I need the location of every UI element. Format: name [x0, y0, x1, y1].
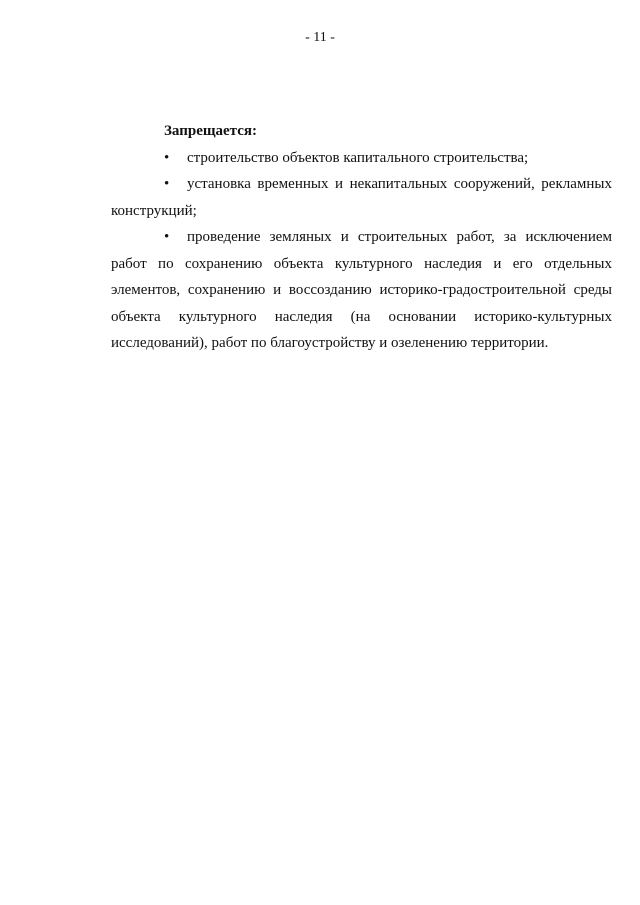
item-text: строительство объектов капитального строительства;	[187, 149, 529, 166]
bullet-icon: •	[164, 229, 170, 245]
item-text: установка временных и некапитальных сооружений, рекламных конструкций;	[111, 176, 612, 219]
bullet-icon: •	[164, 176, 170, 192]
prohibition-item-1	[111, 145, 612, 172]
bullet-icon: •	[164, 149, 170, 166]
section-heading: Запрещается:	[164, 123, 258, 139]
prohibition-item-3	[111, 224, 612, 357]
page-number: - 11 -	[305, 30, 335, 45]
prohibition-item-2	[111, 171, 612, 224]
document-body	[111, 118, 612, 357]
item-text: проведение земляных и строительных работ, за исключением работ по сохранению объекта культурного наследия и его отдельных элементов, сохранению и воссозданию историко-градостроительной среды объекта культурного наследия (на основании историко-культурных исследований), работ по благоустройству и озеленению территории.	[111, 229, 612, 351]
